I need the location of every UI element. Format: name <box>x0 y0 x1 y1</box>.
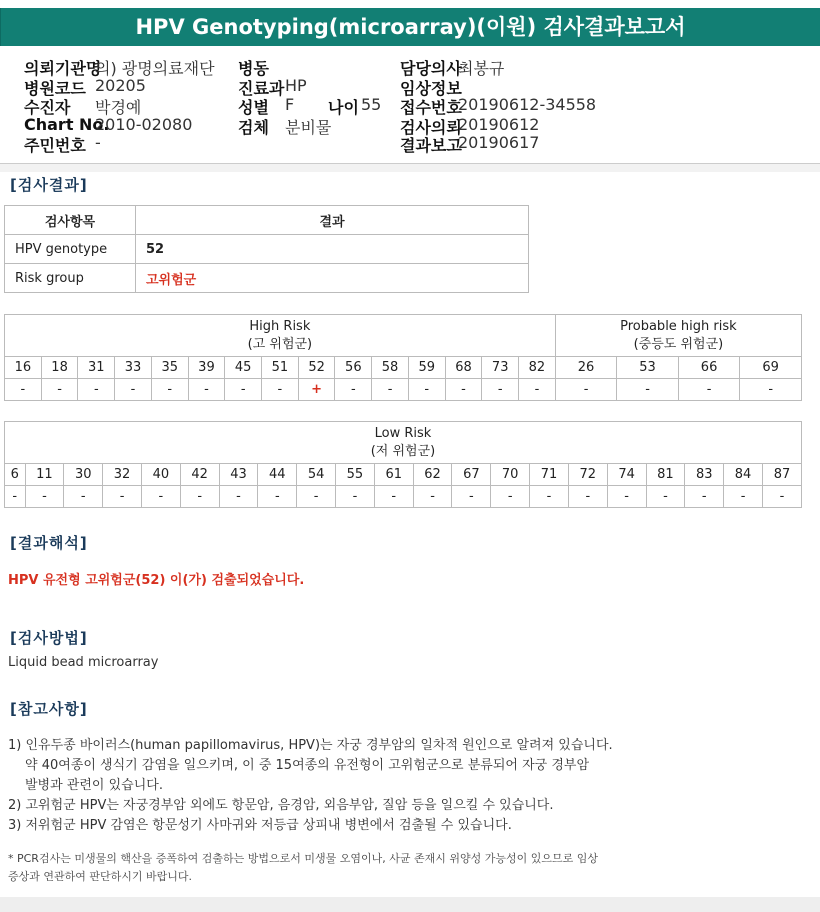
genotype-result-cell: - <box>678 379 740 401</box>
genotype-type-cell: 6 <box>5 464 26 486</box>
genotype-type-cell: 32 <box>103 464 142 486</box>
footnote-line: 증상과 연관하여 판단하시기 바랍니다. <box>8 870 193 883</box>
genotype-type-cell: 43 <box>219 464 258 486</box>
genotype-result-cell: - <box>219 486 258 508</box>
ward-label: 병동 <box>238 59 269 78</box>
request-label: 검사의뢰 <box>400 118 462 137</box>
low-risk-header <box>5 422 802 464</box>
genotype-type-cell: 33 <box>115 357 152 379</box>
receipt-label: 접수번호 <box>400 98 462 117</box>
sex-value: F <box>285 95 295 114</box>
genotype-result-cell: - <box>78 379 115 401</box>
genotype-result-cell: - <box>258 486 297 508</box>
age-label: 나이 <box>328 98 359 117</box>
genotype-result-cell: - <box>555 379 617 401</box>
risk-group-label: Risk group <box>5 264 136 293</box>
genotype-result-cell: - <box>115 379 152 401</box>
genotype-type-cell: 54 <box>297 464 336 486</box>
probable-risk-label-ko: (중등도 위험군) <box>633 336 724 352</box>
genotype-result-cell: - <box>103 486 142 508</box>
genotype-type-cell: 56 <box>335 357 372 379</box>
genotype-result-cell: - <box>762 486 801 508</box>
genotype-result-cell: - <box>519 379 556 401</box>
report-title: HPV Genotyping(microarray)(이원) 검사결과보고서 <box>0 8 820 46</box>
genotype-result-cell: - <box>530 486 569 508</box>
genotype-type-cell: 26 <box>555 357 617 379</box>
dept-value: HP <box>285 76 307 95</box>
genotype-type-cell: 68 <box>445 357 482 379</box>
genotype-type-cell: 55 <box>336 464 375 486</box>
result-table <box>4 205 529 293</box>
genotype-type-cell: 30 <box>64 464 103 486</box>
genotype-type-cell: 81 <box>646 464 685 486</box>
genotype-type-cell: 72 <box>568 464 607 486</box>
request-value: 20190612 <box>458 115 540 134</box>
genotype-type-cell: 11 <box>25 464 64 486</box>
genotype-type-cell: 83 <box>685 464 724 486</box>
genotype-result-cell: - <box>374 486 413 508</box>
note-line: 약 40여종이 생식기 감염을 일으키며, 이 중 15여종의 유전형이 고위험군으로 분류되어 자궁 경부암 <box>25 758 590 773</box>
footnote-line: * PCR검사는 미생물의 핵산을 증폭하여 검출하는 방법으로서 미생물 오염이나, 사균 존재시 위양성 가능성이 있으므로 임상 <box>8 852 598 865</box>
genotype-type-cell: 66 <box>678 357 740 379</box>
probable-risk-label-en: Probable high risk <box>620 318 737 334</box>
genotype-type-cell: 51 <box>262 357 299 379</box>
genotype-type-cell: 52 <box>298 357 335 379</box>
genotype-result-cell: - <box>262 379 299 401</box>
resident-value: - <box>95 133 101 152</box>
genotype-result-cell: - <box>225 379 262 401</box>
resident-label: 주민번호 <box>24 136 86 155</box>
genotype-type-cell: 59 <box>408 357 445 379</box>
high-risk-header <box>5 315 556 357</box>
note-line: 2) 고위험군 HPV는 자궁경부암 외에도 항문암, 음경암, 외음부암, 질암 등을 일으킬 수 있습니다. <box>8 798 554 813</box>
genotype-result-cell: - <box>5 379 42 401</box>
genotype-type-cell: 16 <box>5 357 42 379</box>
doctor-value: 최봉규 <box>458 59 505 78</box>
report-label: 결과보고 <box>400 136 462 155</box>
receipt-value: 20190612-34558 <box>458 95 597 114</box>
dept-label: 진료과 <box>238 79 285 98</box>
genotype-result-cell: - <box>335 379 372 401</box>
genotype-result-cell: - <box>724 486 763 508</box>
risk-group-value: 고위험군 <box>136 264 529 293</box>
age-value: 55 <box>361 95 382 114</box>
genotype-result-cell: - <box>25 486 64 508</box>
low-risk-table <box>4 421 802 508</box>
genotype-result-cell: - <box>297 486 336 508</box>
chart-value: 2010-02080 <box>95 115 193 134</box>
genotype-result-cell: - <box>646 486 685 508</box>
genotype-result-cell: - <box>413 486 452 508</box>
genotype-type-cell: 71 <box>530 464 569 486</box>
genotype-result-cell: - <box>151 379 188 401</box>
genotype-result-cell: - <box>408 379 445 401</box>
genotype-result-cell: - <box>482 379 519 401</box>
probable-risk-header <box>555 315 801 357</box>
genotype-type-cell: 67 <box>452 464 491 486</box>
genotype-result-cell: - <box>141 486 180 508</box>
high-risk-table <box>4 314 802 401</box>
hospital-code-label: 병원코드 <box>24 79 86 98</box>
high-risk-result-row <box>5 379 802 401</box>
genotype-result-cell: - <box>491 486 530 508</box>
genotype-result-cell: - <box>740 379 802 401</box>
low-risk-label-ko: (저 위험군) <box>370 443 436 459</box>
genotype-type-cell: 45 <box>225 357 262 379</box>
genotype-result-cell: - <box>180 486 219 508</box>
notes-section-title: [참고사항] <box>10 700 88 718</box>
interpretation-section-title: [결과해석] <box>10 534 88 552</box>
genotype-result-cell: - <box>445 379 482 401</box>
genotype-type-cell: 61 <box>374 464 413 486</box>
sex-label: 성별 <box>238 98 269 117</box>
low-risk-type-row <box>5 464 802 486</box>
low-risk-label-en: Low Risk <box>374 425 432 441</box>
footnote <box>8 850 598 886</box>
table-row <box>5 264 529 293</box>
genotype-result-cell: - <box>452 486 491 508</box>
genotype-type-cell: 58 <box>372 357 409 379</box>
col-result-header: 결과 <box>136 206 529 235</box>
genotype-label: HPV genotype <box>5 235 136 264</box>
doctor-label: 담당의사 <box>400 59 462 78</box>
interpretation-text: HPV 유전형 고위험군(52) 이(가) 검출되었습니다. <box>8 573 305 588</box>
low-risk-result-row <box>5 486 802 508</box>
genotype-result-cell: - <box>685 486 724 508</box>
divider <box>0 164 820 172</box>
institution-label: 의뢰기관명 <box>24 59 102 78</box>
genotype-result-cell: - <box>372 379 409 401</box>
method-text: Liquid bead microarray <box>8 655 159 670</box>
patient-info-panel <box>0 52 820 164</box>
chart-label: Chart No. <box>24 115 110 134</box>
genotype-result-cell: - <box>617 379 679 401</box>
method-section-title: [검사방법] <box>10 629 88 647</box>
genotype-type-cell: 44 <box>258 464 297 486</box>
genotype-result-cell: - <box>607 486 646 508</box>
patient-label: 수진자 <box>24 98 71 117</box>
genotype-type-cell: 73 <box>482 357 519 379</box>
note-line: 발병과 관련이 있습니다. <box>25 778 163 793</box>
high-risk-label-en: High Risk <box>249 318 311 334</box>
genotype-result-cell: - <box>41 379 78 401</box>
note-line: 3) 저위험군 HPV 감염은 항문성기 사마귀와 저등급 상피내 병변에서 검출될 수 있습니다. <box>8 818 512 833</box>
genotype-type-cell: 69 <box>740 357 802 379</box>
hospital-code-value: 20205 <box>95 76 146 95</box>
genotype-result-cell: - <box>336 486 375 508</box>
genotype-result-cell: - <box>64 486 103 508</box>
genotype-type-cell: 74 <box>607 464 646 486</box>
high-risk-type-row <box>5 357 802 379</box>
genotype-result-cell: + <box>298 379 335 401</box>
bottom-divider <box>0 897 820 912</box>
genotype-type-cell: 18 <box>41 357 78 379</box>
high-risk-label-ko: (고 위험군) <box>247 336 313 352</box>
notes-list <box>8 736 613 836</box>
genotype-type-cell: 39 <box>188 357 225 379</box>
specimen-label: 검체 <box>238 118 269 137</box>
institution-value: 의) 광명의료재단 <box>95 59 215 78</box>
genotype-type-cell: 87 <box>762 464 801 486</box>
patient-value: 박경예 <box>95 98 142 117</box>
clinical-label: 임상정보 <box>400 79 462 98</box>
col-item-header: 검사항목 <box>5 206 136 235</box>
table-row <box>5 235 529 264</box>
genotype-type-cell: 35 <box>151 357 188 379</box>
genotype-type-cell: 53 <box>617 357 679 379</box>
genotype-result-cell: - <box>5 486 26 508</box>
genotype-result-cell: - <box>188 379 225 401</box>
genotype-type-cell: 40 <box>141 464 180 486</box>
genotype-type-cell: 82 <box>519 357 556 379</box>
genotype-value: 52 <box>136 235 529 264</box>
genotype-type-cell: 42 <box>180 464 219 486</box>
genotype-type-cell: 84 <box>724 464 763 486</box>
genotype-type-cell: 62 <box>413 464 452 486</box>
genotype-type-cell: 70 <box>491 464 530 486</box>
note-line: 1) 인유두종 바이러스(human papillomavirus, HPV)는 자궁 경부암의 일차적 원인으로 알려져 있습니다. <box>8 738 613 753</box>
specimen-value: 분비물 <box>285 118 332 137</box>
genotype-type-cell: 31 <box>78 357 115 379</box>
genotype-result-cell: - <box>568 486 607 508</box>
report-value: 20190617 <box>458 133 540 152</box>
result-section-title: [검사결과] <box>10 176 88 194</box>
